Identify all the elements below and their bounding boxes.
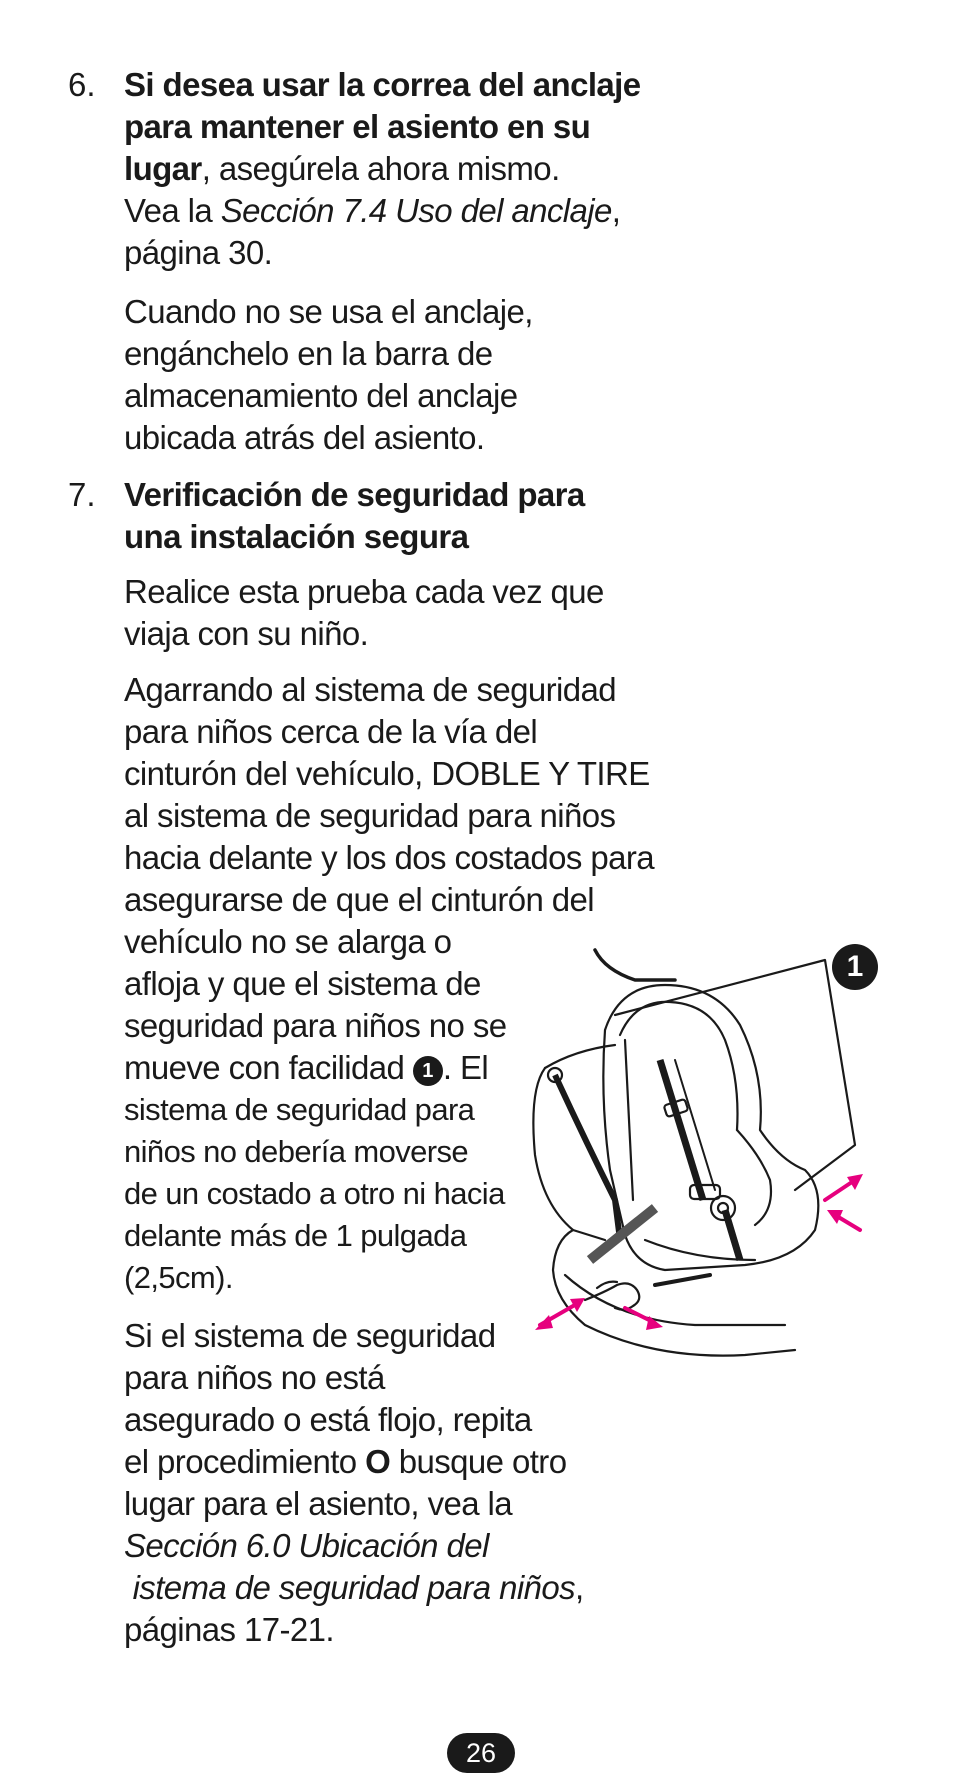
step-6-bold-line: para mantener el asiento en su (124, 108, 591, 145)
step-6-paragraph-2 (124, 291, 533, 459)
text-line: engánchelo en la barra de (124, 335, 493, 372)
heading-line: Verificación de seguridad para (124, 476, 585, 513)
text-line: Agarrando al sistema de seguridad (124, 671, 617, 708)
text-line: seguridad para niños no se (124, 1007, 507, 1044)
ref-suffix: . El (442, 1049, 489, 1086)
text-line: para niños no está (124, 1359, 385, 1396)
text-line: al sistema de seguridad para niños (124, 797, 616, 834)
text-prefix: el procedimiento (124, 1443, 366, 1480)
text-line: asegurado o está flojo, repita (124, 1401, 532, 1438)
page-reference: página 30. (124, 234, 273, 271)
text-line: (2,5cm). (124, 1260, 233, 1295)
text-line: niños no debería moverse (124, 1134, 469, 1169)
text-suffix: busque otro (390, 1443, 567, 1480)
figure-1-marker: 1 (832, 944, 878, 990)
section-reference: istema de seguridad para niños (124, 1569, 576, 1606)
step-number: 6. (68, 66, 96, 103)
step-6-reference-line (124, 190, 640, 232)
ref-suffix: , (611, 192, 621, 229)
ref-prefix: Vea la (124, 192, 221, 229)
ref-suffix: , (575, 1569, 584, 1606)
text-line: asegurarse de que el cinturón del (124, 881, 595, 918)
section-reference: Sección 6.0 Ubicación del (124, 1527, 489, 1564)
step-6-bold-word: lugar (124, 150, 202, 187)
emphasis-or: O (365, 1443, 391, 1480)
step-6-text (124, 64, 640, 274)
vehicle-belt (555, 1075, 620, 1240)
text-line: sistema de seguridad para (124, 1092, 475, 1127)
step-7-paragraph-2-continued (124, 1089, 505, 1299)
step-number: 7. (68, 476, 96, 513)
tether-strap (595, 950, 675, 980)
text-line: cinturón del vehículo, DOBLE Y TIRE (124, 755, 650, 792)
text-line (124, 1441, 584, 1483)
text-line: Cuando no se usa el anclaje, (124, 293, 533, 330)
text-line: para niños cerca de la vía del (124, 713, 538, 750)
step-7-paragraph-3 (124, 1315, 584, 1651)
page-number-badge: 26 (447, 1733, 515, 1773)
step-7-paragraph-1 (124, 571, 604, 655)
figure-1-marker-inline: 1 (413, 1056, 443, 1086)
text-line: ubicada atrás del asiento. (124, 419, 485, 456)
section-reference-line (124, 1567, 584, 1609)
text-line: viaja con su niño. (124, 615, 369, 652)
text-line: hacia delante y los dos costados para (124, 839, 654, 876)
text-line: delante más de 1 pulgada (124, 1218, 467, 1253)
section-reference: Sección 7.4 Uso del anclaje (220, 192, 612, 229)
lap-belt (725, 1210, 740, 1260)
step-7-heading (124, 474, 585, 558)
text-line: Si el sistema de seguridad (124, 1317, 496, 1354)
text-line: de un costado a otro ni hacia (124, 1176, 505, 1211)
text-line: lugar para el asiento, vea la (124, 1485, 513, 1522)
text-line: almacenamiento del anclaje (124, 377, 518, 414)
text-line: vehículo no se alarga o (124, 923, 452, 960)
page-reference: páginas 17-21. (124, 1611, 334, 1648)
car-seat-illustration (525, 940, 895, 1400)
step-6-bold-line: Si desea usar la correa del anclaje (124, 66, 641, 103)
ref-prefix: mueve con facilidad (124, 1049, 413, 1086)
text-line: Realice esta prueba cada vez que (124, 573, 604, 610)
text-line: afloja y que el sistema de (124, 965, 481, 1002)
step-6-line (124, 148, 640, 190)
step-6-rest: , asegúrela ahora mismo. (201, 150, 560, 187)
heading-line: una instalación segura (124, 518, 469, 555)
